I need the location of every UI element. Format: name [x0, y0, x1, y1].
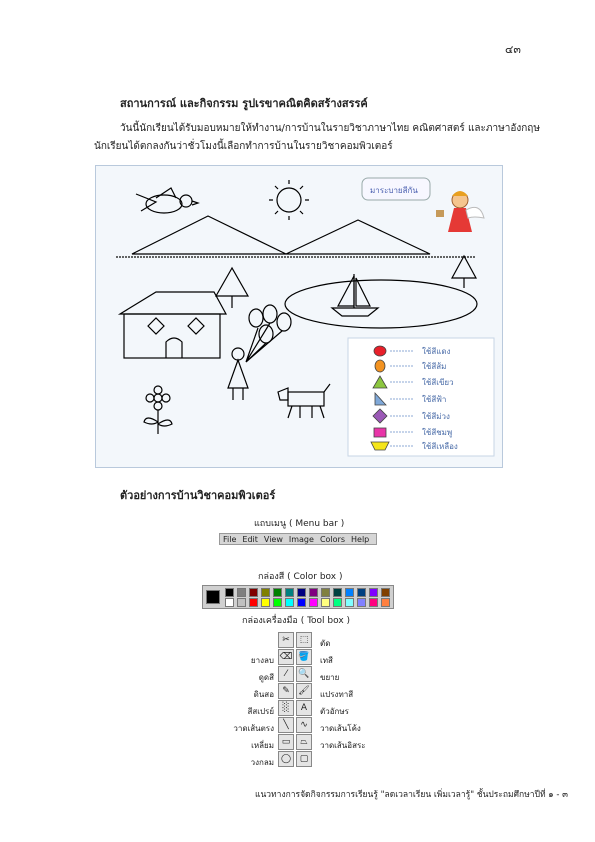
tree-right	[452, 256, 476, 288]
color-swatch[interactable]	[297, 588, 306, 597]
menu-caption: แถบเมนู ( Menu bar )	[254, 519, 345, 529]
select-tool[interactable]: ⬚	[296, 632, 312, 648]
illustration-drawing	[96, 166, 502, 467]
legend-label: ใช้สีเขียว	[422, 378, 454, 387]
tool-label-left: ดูดสี	[258, 673, 274, 682]
house-drawing	[120, 292, 226, 358]
tool-label-left: สีสเปรย์	[247, 707, 274, 716]
color-swatch[interactable]	[225, 598, 234, 607]
angel-character	[436, 191, 484, 232]
tool-caption: กล่องเครื่องมือ ( Tool box )	[242, 616, 351, 626]
color-swatch[interactable]	[369, 588, 378, 597]
paragraph-line-2: นักเรียนได้ตกลงกันว่าชั่วโมงนี้เลือกทำการบ้านในรายวิชาคอมพิวเตอร์	[94, 141, 393, 152]
menu-colors[interactable]: Colors	[319, 534, 345, 544]
menu-edit[interactable]: Edit	[242, 534, 258, 544]
paragraph-line-1: วันนี้นักเรียนได้รับมอบหมายให้ทำงาน/การบ้านในรายวิชาภาษาไทย คณิตศาสตร์ และภาษาอังกฤษ	[120, 123, 540, 134]
color-swatch[interactable]	[237, 588, 246, 597]
section-title: สถานการณ์ และกิจกรรม รูปเรขาคณิตคิดสร้างสรรค์	[120, 97, 368, 110]
rounded-rect-tool[interactable]: ▢	[296, 751, 312, 767]
text-tool[interactable]: A	[296, 700, 312, 716]
flower-drawing	[144, 386, 172, 434]
color-swatch[interactable]	[285, 598, 294, 607]
brush-tool[interactable]: 🖌	[296, 683, 312, 699]
tree-left	[216, 268, 248, 308]
menu-image[interactable]: Image	[288, 534, 314, 544]
ellipse-tool[interactable]: ◯	[278, 751, 294, 767]
color-swatch[interactable]	[225, 588, 234, 597]
color-swatch[interactable]	[261, 588, 270, 597]
color-swatch[interactable]	[357, 598, 366, 607]
mountain-right	[286, 220, 430, 254]
color-swatch[interactable]	[321, 598, 330, 607]
eraser-tool[interactable]: ⌫	[278, 649, 294, 665]
legend-label: ใช้สีแดง	[422, 347, 451, 356]
color-swatch[interactable]	[381, 588, 390, 597]
pencil-tool[interactable]: ✎	[278, 683, 294, 699]
example-title: ตัวอย่างการบ้านวิชาคอมพิวเตอร์	[120, 489, 276, 502]
girl-with-balloons	[228, 305, 291, 400]
tool-label-right: วาดเส้นโค้ง	[320, 724, 361, 733]
color-palette	[202, 585, 394, 609]
color-swatch[interactable]	[369, 598, 378, 607]
polygon-tool[interactable]: ⏢	[296, 734, 312, 750]
tool-label-left: วาดเส้นตรง	[233, 724, 274, 733]
legend-label: ใช้สีเหลือง	[422, 442, 458, 451]
sun-drawing	[269, 180, 309, 220]
page-number: ๔๓	[505, 43, 521, 56]
tool-label-left: ดินสอ	[253, 690, 274, 699]
tool-label-right: แปรงทาสี	[320, 690, 354, 699]
color-caption: กล่องสี ( Color box )	[258, 572, 343, 582]
fill-tool[interactable]: 🪣	[296, 649, 312, 665]
rectangle-tool[interactable]: ▭	[278, 734, 294, 750]
color-swatch[interactable]	[309, 588, 318, 597]
menu-help[interactable]: Help	[351, 534, 370, 544]
color-swatch[interactable]	[321, 588, 330, 597]
menu-view[interactable]: View	[263, 534, 283, 544]
speech-text: มาระบายสีกัน	[370, 186, 418, 195]
color-swatch[interactable]	[249, 588, 258, 597]
color-swatch[interactable]	[261, 598, 270, 607]
current-color-swatch[interactable]	[206, 590, 220, 604]
curve-tool[interactable]: ∿	[296, 717, 312, 733]
tool-label-right: ตัด	[320, 639, 331, 648]
color-picker-tool[interactable]: ⁄	[278, 666, 294, 682]
free-select-tool[interactable]: ✂	[278, 632, 294, 648]
legend-label: ใช้สีฟ้า	[422, 395, 447, 404]
tool-label-right: ขยาย	[320, 673, 340, 682]
legend-label: ใช้สีส้ม	[422, 362, 447, 371]
color-swatch[interactable]	[333, 598, 342, 607]
bird-drawing	[136, 188, 198, 213]
lake-ellipse	[285, 280, 477, 328]
color-swatch[interactable]	[309, 598, 318, 607]
tool-label-right: เทสี	[320, 656, 333, 665]
legend-label: ใช้สีชมพู	[422, 428, 453, 437]
color-swatch[interactable]	[297, 598, 306, 607]
magnifier-tool[interactable]: 🔍	[296, 666, 312, 682]
tool-box	[278, 632, 318, 768]
color-swatch[interactable]	[345, 598, 354, 607]
legend-panel	[348, 338, 494, 456]
airbrush-tool[interactable]: ░	[278, 700, 294, 716]
page-footer: แนวทางการจัดกิจกรรมการเรียนรู้ "ลดเวลาเรียน เพิ่มเวลารู้" ชั้นประถมศึกษาปีที่ ๑ - ๓	[255, 790, 568, 800]
legend-label: ใช้สีม่วง	[422, 412, 450, 421]
line-tool[interactable]: ╲	[278, 717, 294, 733]
tool-label-right: วาดเส้นอิสระ	[320, 741, 366, 750]
color-swatch[interactable]	[345, 588, 354, 597]
menu-file[interactable]: File	[223, 534, 237, 544]
coloring-illustration	[95, 165, 503, 468]
color-swatch[interactable]	[285, 588, 294, 597]
dog-drawing	[278, 384, 330, 418]
color-swatch[interactable]	[249, 598, 258, 607]
color-swatch[interactable]	[357, 588, 366, 597]
color-swatch[interactable]	[381, 598, 390, 607]
tool-label-left: ยางลบ	[250, 656, 274, 665]
color-swatch[interactable]	[273, 588, 282, 597]
tool-label-right: ตัวอักษร	[320, 707, 349, 716]
tool-label-left: เหลี่ยม	[251, 741, 274, 750]
menu-bar	[219, 533, 377, 545]
mountain-left	[132, 216, 286, 254]
tool-label-left: วงกลม	[250, 758, 274, 767]
color-swatch[interactable]	[333, 588, 342, 597]
color-swatch[interactable]	[237, 598, 246, 607]
color-swatch[interactable]	[273, 598, 282, 607]
